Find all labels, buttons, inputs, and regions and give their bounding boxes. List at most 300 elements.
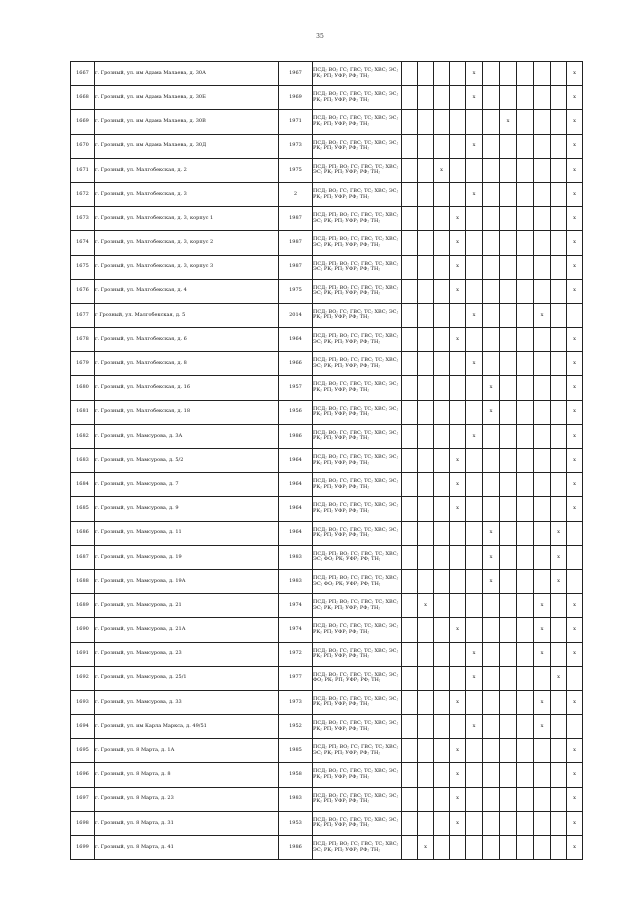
row-number-cell: 1696 [71, 763, 95, 787]
mark-cell [402, 521, 418, 545]
mark-cell [517, 182, 534, 206]
mark-cell [551, 811, 567, 835]
mark-cell: x [466, 424, 483, 448]
mark-cell [418, 545, 434, 569]
mark-cell [517, 328, 534, 352]
mark-cell [551, 836, 567, 860]
works-list-cell: ПСД; ВО; ГС; ГВС; ТС; ХВС; ЭС; РК; РП; УФР; РФ; ТН; [313, 811, 402, 835]
table-row [71, 86, 583, 110]
mark-cell [567, 715, 583, 739]
row-number-cell: 1678 [71, 328, 95, 352]
mark-cell [534, 473, 551, 497]
works-list-cell: ПСД; РП; ВО; ГС; ГВС; ТС; ХВС; ЭС; ФО; РК; УФР; РФ; ТН; [313, 545, 402, 569]
mark-cell: x [534, 642, 551, 666]
row-number-cell: 1692 [71, 666, 95, 690]
works-list-cell: ПСД; РП; ВО; ГС; ГВС; ТС; ХВС; ЭС; РК; РП; УФР; РФ; ТН; [313, 836, 402, 860]
mark-cell: x [534, 715, 551, 739]
mark-cell [466, 158, 483, 182]
mark-cell [551, 376, 567, 400]
mark-cell: x [567, 400, 583, 424]
mark-cell: x [567, 328, 583, 352]
mark-cell [402, 497, 418, 521]
mark-cell [517, 279, 534, 303]
mark-cell [500, 86, 517, 110]
mark-cell [534, 569, 551, 593]
table-row [71, 110, 583, 134]
mark-cell [466, 545, 483, 569]
mark-cell: x [567, 763, 583, 787]
mark-cell: x [567, 86, 583, 110]
mark-cell [434, 811, 450, 835]
mark-cell [402, 811, 418, 835]
mark-cell [434, 690, 450, 714]
mark-cell [500, 545, 517, 569]
mark-cell [500, 182, 517, 206]
year-cell: 1964 [279, 328, 313, 352]
mark-cell [551, 473, 567, 497]
mark-cell [402, 400, 418, 424]
mark-cell [534, 86, 551, 110]
mark-cell [402, 182, 418, 206]
year-cell: 1967 [279, 62, 313, 86]
mark-cell [517, 497, 534, 521]
mark-cell [517, 449, 534, 473]
mark-cell: x [567, 618, 583, 642]
mark-cell [483, 787, 500, 811]
mark-cell [418, 811, 434, 835]
year-cell: 1986 [279, 836, 313, 860]
address-cell: г. Грозный, ул. Малгобекская, д. 6 [95, 328, 279, 352]
mark-cell [434, 62, 450, 86]
mark-cell [450, 400, 466, 424]
mark-cell [517, 715, 534, 739]
mark-cell: x [483, 400, 500, 424]
address-cell: г. Грозный, ул. Малгобекская, д. 8 [95, 352, 279, 376]
mark-cell [434, 110, 450, 134]
address-cell: г. Грозный, ул. Малгобекская, д. 3, корпус 3 [95, 255, 279, 279]
mark-cell [483, 86, 500, 110]
mark-cell [551, 449, 567, 473]
mark-cell [402, 352, 418, 376]
mark-cell [551, 642, 567, 666]
mark-cell [567, 545, 583, 569]
mark-cell [551, 715, 567, 739]
mark-cell: x [450, 473, 466, 497]
year-cell: 1983 [279, 569, 313, 593]
works-list-cell: ПСД; ВО; ГС; ГВС; ТС; ХВС; ЭС; РК; РП; УФР; РФ; ТН; [313, 787, 402, 811]
mark-cell [466, 497, 483, 521]
row-number-cell: 1682 [71, 424, 95, 448]
mark-cell: x [483, 376, 500, 400]
table-row [71, 594, 583, 618]
mark-cell [418, 424, 434, 448]
mark-cell [534, 497, 551, 521]
mark-cell [434, 666, 450, 690]
mark-cell: x [567, 62, 583, 86]
address-cell: г Грозный, ул. Малгобекская, д. 5 [95, 303, 279, 327]
mark-cell [418, 62, 434, 86]
year-cell: 1964 [279, 449, 313, 473]
address-cell: г. Грозный, ул. Мамсурова, д. 23 [95, 642, 279, 666]
mark-cell [418, 182, 434, 206]
mark-cell [466, 811, 483, 835]
mark-cell [551, 787, 567, 811]
mark-cell: x [551, 545, 567, 569]
mark-cell: x [567, 279, 583, 303]
mark-cell [500, 207, 517, 231]
mark-cell [534, 666, 551, 690]
table-row [71, 328, 583, 352]
row-number-cell: 1673 [71, 207, 95, 231]
mark-cell [551, 158, 567, 182]
mark-cell [483, 739, 500, 763]
mark-cell: x [567, 231, 583, 255]
mark-cell [450, 352, 466, 376]
row-number-cell: 1675 [71, 255, 95, 279]
works-list-cell: ПСД; ВО; ГС; ГВС; ТС; ХВС; ЭС; РК; РП; УФР; РФ; ТН; [313, 763, 402, 787]
works-list-cell: ПСД; ВО; ГС; ГВС; ТС; ХВС; ЭС; РК; РП; УФР; РФ; ТН; [313, 497, 402, 521]
mark-cell [434, 328, 450, 352]
mark-cell: x [534, 690, 551, 714]
year-cell: 1964 [279, 497, 313, 521]
mark-cell [551, 231, 567, 255]
mark-cell [418, 739, 434, 763]
mark-cell [500, 569, 517, 593]
year-cell: 1977 [279, 666, 313, 690]
row-number-cell: 1686 [71, 521, 95, 545]
mark-cell [483, 279, 500, 303]
mark-cell [534, 763, 551, 787]
mark-cell: x [567, 594, 583, 618]
mark-cell [434, 836, 450, 860]
mark-cell [483, 690, 500, 714]
address-cell: г. Грозный, ул. Мамсурова, д. 3А [95, 424, 279, 448]
mark-cell [402, 62, 418, 86]
mark-cell [500, 739, 517, 763]
mark-cell: x [567, 787, 583, 811]
mark-cell [466, 328, 483, 352]
mark-cell [434, 618, 450, 642]
row-number-cell: 1676 [71, 279, 95, 303]
works-list-cell: ПСД; ВО; ГС; ГВС; ТС; ХВС; ЭС; РК; РП; УФР; РФ; ТН; [313, 424, 402, 448]
mark-cell [418, 158, 434, 182]
row-number-cell: 1699 [71, 836, 95, 860]
mark-cell [450, 715, 466, 739]
mark-cell [402, 666, 418, 690]
mark-cell [418, 134, 434, 158]
mark-cell [500, 666, 517, 690]
address-cell: г. Грозный, ул. Малгобекская, д. 3 [95, 182, 279, 206]
works-list-cell: ПСД; ВО; ГС; ГВС; ТС; ХВС; ЭС; РК; РП; УФР; РФ; ТН; [313, 303, 402, 327]
mark-cell [402, 279, 418, 303]
mark-cell [434, 134, 450, 158]
address-cell: г. Грозный, ул. 8 Марта, д. 41 [95, 836, 279, 860]
address-cell: г. Грозный, ул. 8 Марта, д. 23 [95, 787, 279, 811]
mark-cell [483, 497, 500, 521]
mark-cell [534, 787, 551, 811]
address-cell: г. Грозный, ул. Мамсурова, д. 11 [95, 521, 279, 545]
mark-cell: x [450, 739, 466, 763]
mark-cell [450, 594, 466, 618]
mark-cell [500, 497, 517, 521]
year-cell: 1987 [279, 231, 313, 255]
address-cell: г. Грозный, ул. Мамсурова, д. 21А [95, 618, 279, 642]
address-cell: г. Грозный, ул. им Адама Малаева, д. 30А [95, 62, 279, 86]
year-cell: 1985 [279, 739, 313, 763]
mark-cell: x [466, 303, 483, 327]
mark-cell [517, 836, 534, 860]
mark-cell: x [466, 666, 483, 690]
mark-cell [402, 569, 418, 593]
mark-cell: x [500, 110, 517, 134]
mark-cell [534, 182, 551, 206]
mark-cell [534, 521, 551, 545]
mark-cell [500, 642, 517, 666]
mark-cell [517, 569, 534, 593]
mark-cell [418, 449, 434, 473]
mark-cell: x [534, 618, 551, 642]
table-row [71, 763, 583, 787]
mark-cell [517, 424, 534, 448]
mark-cell: x [450, 811, 466, 835]
mark-cell [483, 110, 500, 134]
table-row [71, 182, 583, 206]
mark-cell [402, 763, 418, 787]
mark-cell [517, 134, 534, 158]
table-row [71, 352, 583, 376]
table-row [71, 231, 583, 255]
year-cell: 1983 [279, 545, 313, 569]
mark-cell [402, 545, 418, 569]
mark-cell [483, 352, 500, 376]
mark-cell [434, 255, 450, 279]
mark-cell [466, 836, 483, 860]
row-number-cell: 1689 [71, 594, 95, 618]
works-list-cell: ПСД; ВО; ГС; ГВС; ТС; ХВС; ЭС; РК; РП; УФР; РФ; ТН; [313, 715, 402, 739]
mark-cell [450, 569, 466, 593]
mark-cell [551, 134, 567, 158]
table-row [71, 642, 583, 666]
mark-cell [483, 231, 500, 255]
mark-cell [517, 158, 534, 182]
mark-cell [500, 763, 517, 787]
mark-cell [434, 497, 450, 521]
mark-cell [418, 207, 434, 231]
mark-cell [500, 690, 517, 714]
year-cell: 1972 [279, 642, 313, 666]
address-cell: г. Грозный, ул. им Адама Малаева, д. 30Д [95, 134, 279, 158]
mark-cell: x [450, 279, 466, 303]
mark-cell [517, 618, 534, 642]
mark-cell [517, 473, 534, 497]
works-list-cell: ПСД; ВО; ГС; ГВС; ТС; ХВС; ЭС; РК; РП; УФР; РФ; ТН; [313, 376, 402, 400]
row-number-cell: 1697 [71, 787, 95, 811]
year-cell: 1987 [279, 255, 313, 279]
mark-cell [402, 303, 418, 327]
works-list-cell: ПСД; ВО; ГС; ГВС; ТС; ХВС; ЭС; РК; РП; УФР; РФ; ТН; [313, 521, 402, 545]
mark-cell [551, 739, 567, 763]
row-number-cell: 1677 [71, 303, 95, 327]
mark-cell [450, 303, 466, 327]
mark-cell [517, 763, 534, 787]
mark-cell [466, 207, 483, 231]
mark-cell [500, 376, 517, 400]
works-list-cell: ПСД; ВО; ГС; ГВС; ТС; ХВС; ЭС; РК; РП; УФР; РФ; ТН; [313, 618, 402, 642]
mark-cell [517, 739, 534, 763]
address-cell: г. Грозный, ул. Мамсурова, д. 9 [95, 497, 279, 521]
table-row [71, 376, 583, 400]
mark-cell: x [466, 134, 483, 158]
mark-cell: x [534, 303, 551, 327]
mark-cell [551, 763, 567, 787]
mark-cell [418, 352, 434, 376]
mark-cell [483, 666, 500, 690]
mark-cell: x [567, 110, 583, 134]
address-cell: г. Грозный, ул. Малгобекская, д. 3, корпус 1 [95, 207, 279, 231]
mark-cell [500, 836, 517, 860]
table-row [71, 739, 583, 763]
mark-cell: x [567, 158, 583, 182]
mark-cell [418, 787, 434, 811]
mark-cell [483, 328, 500, 352]
mark-cell: x [551, 569, 567, 593]
mark-cell [534, 400, 551, 424]
year-cell: 1986 [279, 424, 313, 448]
address-cell: г. Грозный, ул. Мамсурова, д. 5/2 [95, 449, 279, 473]
mark-cell [434, 521, 450, 545]
mark-cell [517, 255, 534, 279]
mark-cell [418, 86, 434, 110]
mark-cell [534, 328, 551, 352]
mark-cell [500, 255, 517, 279]
row-number-cell: 1688 [71, 569, 95, 593]
mark-cell [450, 666, 466, 690]
mark-cell [466, 594, 483, 618]
mark-cell [500, 811, 517, 835]
table-body [71, 62, 583, 860]
mark-cell [402, 110, 418, 134]
mark-cell [483, 763, 500, 787]
mark-cell: x [418, 594, 434, 618]
address-cell: г. Грозный, ул. 8 Марта, д. 8 [95, 763, 279, 787]
mark-cell [402, 787, 418, 811]
mark-cell [567, 666, 583, 690]
mark-cell: x [567, 739, 583, 763]
year-cell: 1973 [279, 134, 313, 158]
year-cell: 1952 [279, 715, 313, 739]
mark-cell [434, 715, 450, 739]
mark-cell [450, 158, 466, 182]
mark-cell [434, 545, 450, 569]
mark-cell [434, 352, 450, 376]
year-cell: 1975 [279, 158, 313, 182]
mark-cell [551, 182, 567, 206]
mark-cell [450, 545, 466, 569]
mark-cell [534, 158, 551, 182]
mark-cell [418, 521, 434, 545]
mark-cell: x [567, 207, 583, 231]
row-number-cell: 1668 [71, 86, 95, 110]
mark-cell: x [567, 449, 583, 473]
row-number-cell: 1693 [71, 690, 95, 714]
table-row [71, 811, 583, 835]
mark-cell: x [466, 715, 483, 739]
mark-cell: x [466, 352, 483, 376]
year-cell: 1971 [279, 110, 313, 134]
mark-cell [450, 424, 466, 448]
mark-cell: x [567, 811, 583, 835]
mark-cell [500, 62, 517, 86]
mark-cell [418, 376, 434, 400]
mark-cell [551, 303, 567, 327]
mark-cell [500, 231, 517, 255]
mark-cell: x [450, 690, 466, 714]
mark-cell [567, 303, 583, 327]
mark-cell [567, 569, 583, 593]
mark-cell: x [466, 62, 483, 86]
mark-cell [483, 594, 500, 618]
mark-cell: x [551, 521, 567, 545]
page-number: 35 [316, 33, 324, 40]
works-list-cell: ПСД; РП; ВО; ГС; ГВС; ТС; ХВС; ЭС; РК; РП; УФР; РФ; ТН; [313, 231, 402, 255]
address-cell: г. Грозный, ул. им Адама Малаева, д. 30Б [95, 86, 279, 110]
mark-cell [517, 521, 534, 545]
address-cell: г. Грозный, ул. Мамсурова, д. 19 [95, 545, 279, 569]
mark-cell [402, 255, 418, 279]
address-cell: г. Грозный, ул. Малгобекская, д. 2 [95, 158, 279, 182]
mark-cell [434, 449, 450, 473]
mark-cell: x [450, 449, 466, 473]
year-cell: 1974 [279, 594, 313, 618]
table-row [71, 207, 583, 231]
mark-cell [434, 400, 450, 424]
mark-cell [450, 642, 466, 666]
mark-cell [466, 618, 483, 642]
mark-cell [466, 255, 483, 279]
year-cell: 1974 [279, 618, 313, 642]
mark-cell [450, 110, 466, 134]
mark-cell [551, 400, 567, 424]
mark-cell [466, 376, 483, 400]
mark-cell [551, 424, 567, 448]
mark-cell [418, 715, 434, 739]
year-cell: 1987 [279, 207, 313, 231]
mark-cell [551, 207, 567, 231]
mark-cell: x [567, 642, 583, 666]
address-cell: г. Грозный, ул. им Адама Малаева, д. 30В [95, 110, 279, 134]
address-cell: г. Грозный, ул. Мамсурова, д. 7 [95, 473, 279, 497]
mark-cell [534, 739, 551, 763]
works-list-cell: ПСД; РП; ВО; ГС; ГВС; ТС; ХВС; ЭС; РК; РП; УФР; РФ; ТН; [313, 279, 402, 303]
mark-cell [534, 207, 551, 231]
mark-cell [402, 328, 418, 352]
mark-cell [466, 400, 483, 424]
table-row [71, 690, 583, 714]
table-row [71, 715, 583, 739]
mark-cell [466, 763, 483, 787]
mark-cell [517, 787, 534, 811]
mark-cell [551, 618, 567, 642]
year-cell: 1966 [279, 352, 313, 376]
mark-cell [517, 594, 534, 618]
mark-cell: x [534, 594, 551, 618]
mark-cell: x [450, 207, 466, 231]
works-list-cell: ПСД; РП; ВО; ГС; ГВС; ТС; ХВС; ЭС; РК; РП; УФР; РФ; ТН; [313, 158, 402, 182]
mark-cell [534, 352, 551, 376]
mark-cell [418, 279, 434, 303]
mark-cell [517, 400, 534, 424]
mark-cell: x [551, 666, 567, 690]
